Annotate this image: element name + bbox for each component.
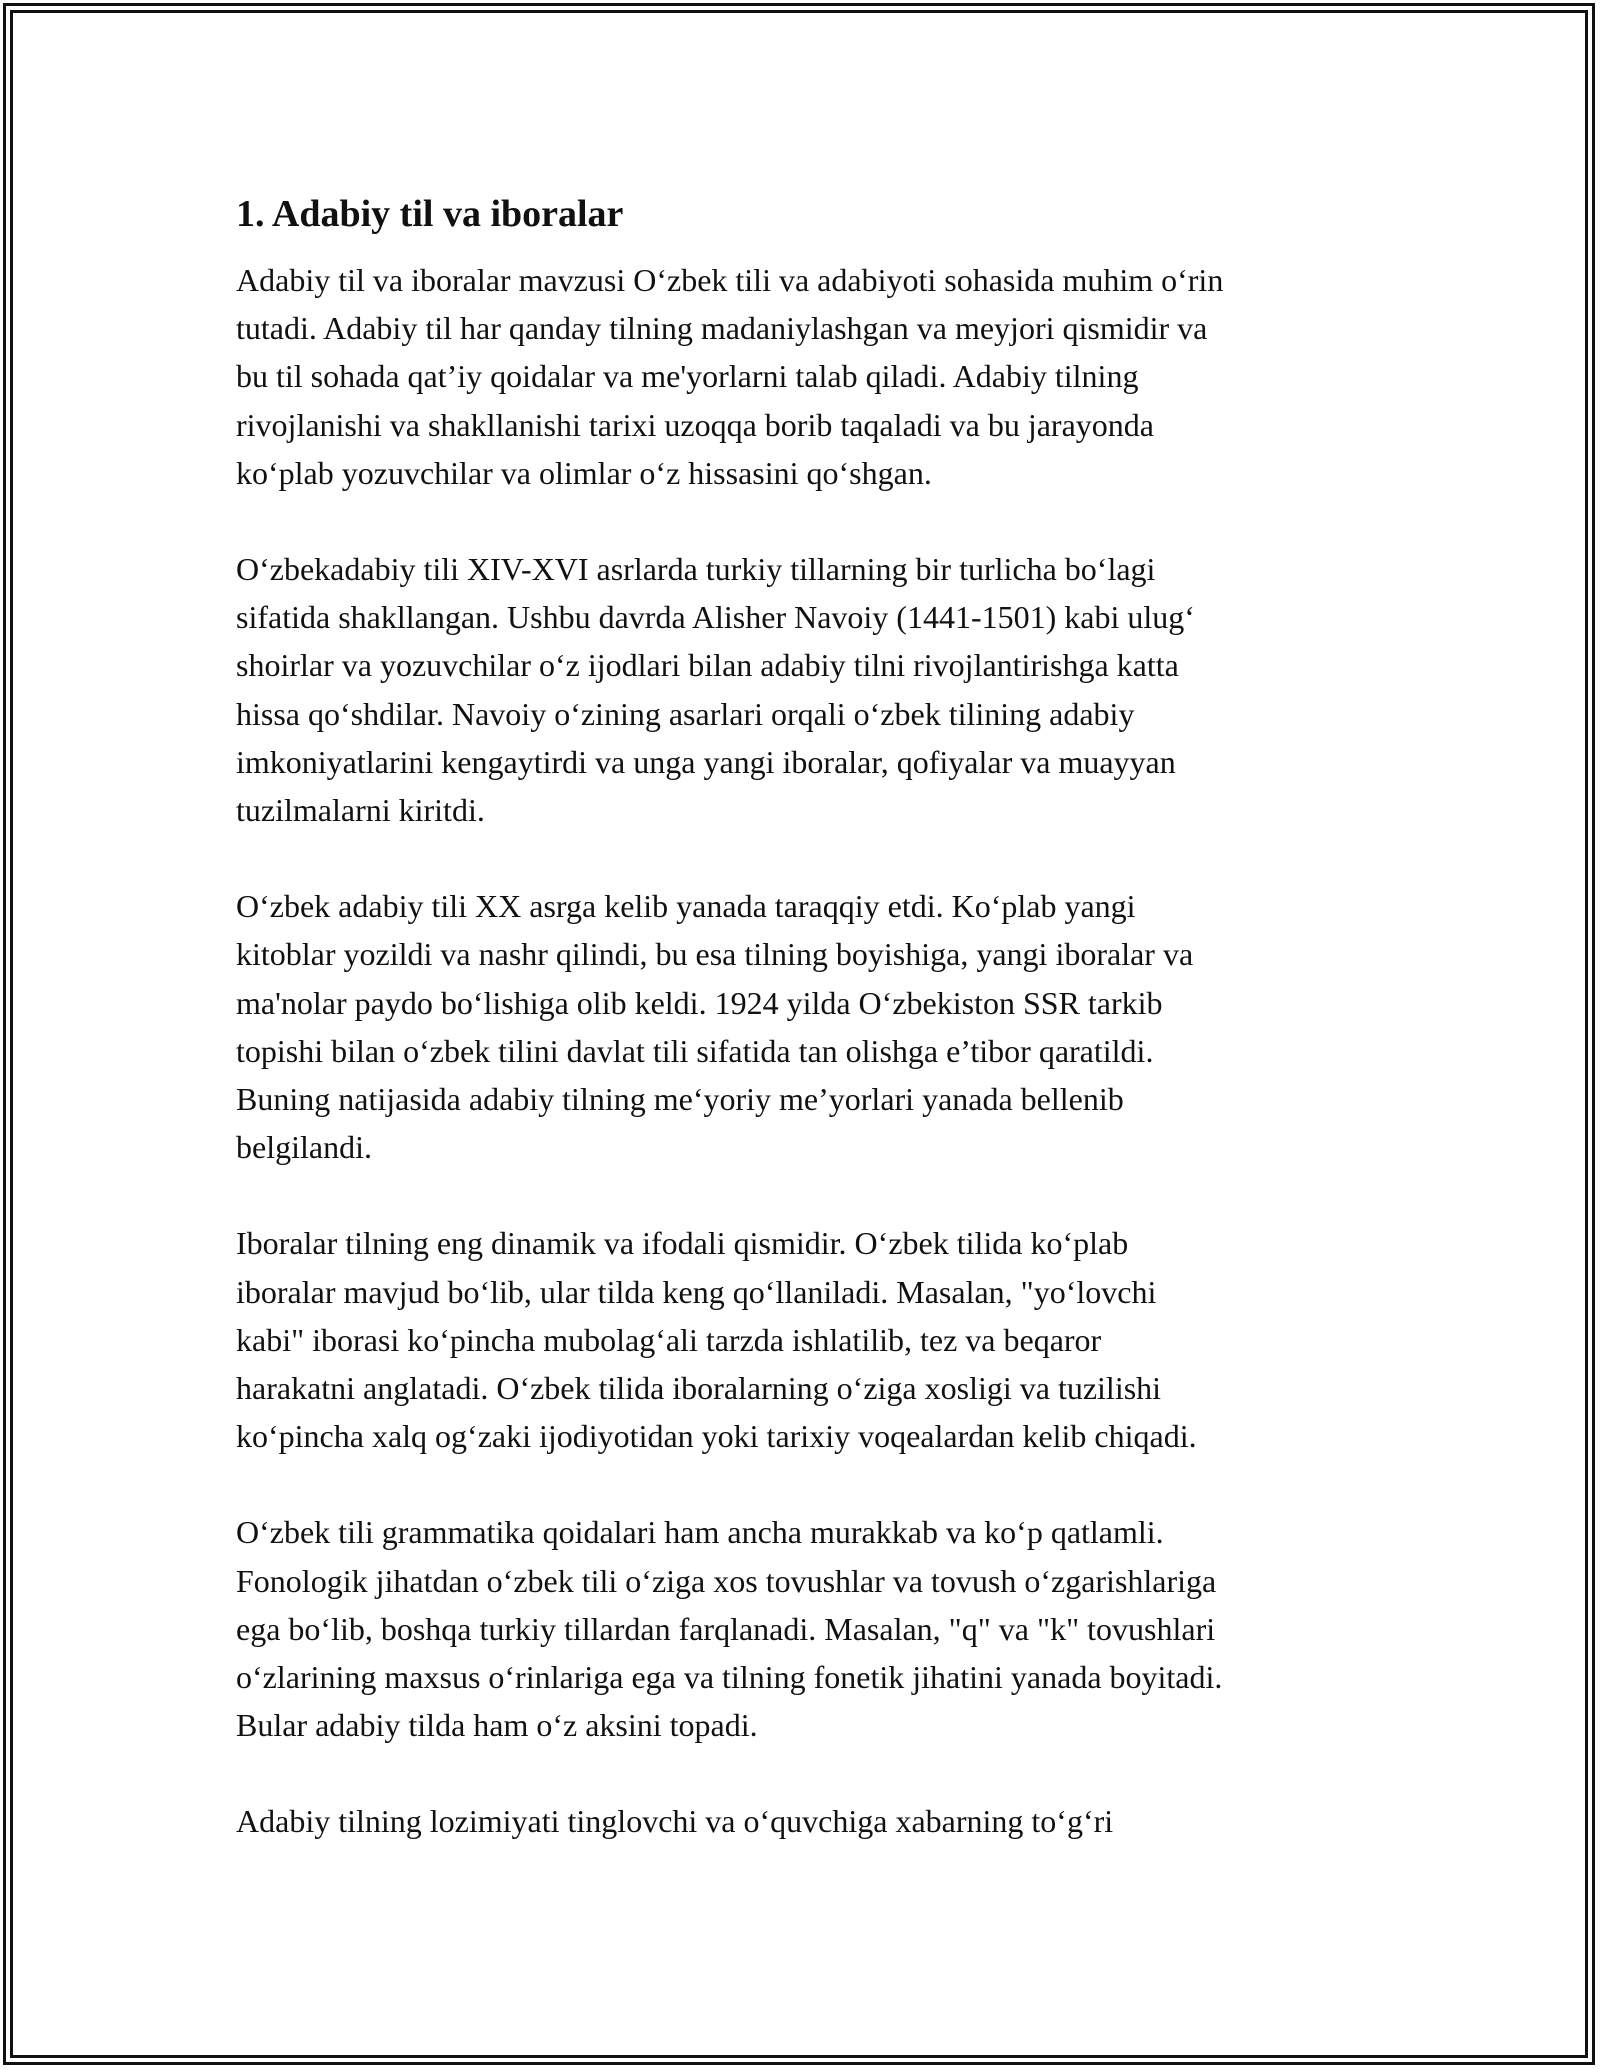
paragraph-3 — [236, 882, 1386, 1171]
text-line: imkoniyatlarini kengaytirdi va unga yangi iboralar, qofiyalar va muayyan — [236, 743, 1176, 780]
text-line: Bular adabiy tilda ham o‘z aksini topadi. — [236, 1707, 758, 1744]
text-line: o‘zlarining maxsus o‘rinlariga ega va tilning fonetik jihatini yanada boyitadi. — [236, 1659, 1223, 1696]
paragraph-6 — [236, 1797, 1386, 1845]
text-line: tutadi. Adabiy til har qanday tilning madaniylashgan va meyjori qismidir va — [236, 310, 1208, 347]
text-line: shoirlar va yozuvchilar o‘z ijodlari bilan adabiy tilni rivojlantirishga katta — [236, 647, 1179, 684]
text-line: rivojlanishi va shakllanishi tarixi uzoqqa borib taqaladi va bu jarayonda — [236, 406, 1154, 443]
text-line: ko‘plab yozuvchilar va olimlar o‘z hissasini qo‘shgan. — [236, 454, 932, 491]
section-heading: 1. Adabiy til va iboralar — [236, 193, 624, 235]
text-line: O‘zbek tili grammatika qoidalari ham ancha murakkab va ko‘p qatlamli. — [236, 1514, 1164, 1551]
text-line: ko‘pincha xalq og‘zaki ijodiyotidan yoki tarixiy voqealardan kelib chiqadi. — [236, 1418, 1197, 1455]
text-line: belgilandi. — [236, 1129, 372, 1166]
text-line: bu til sohada qat’iy qoidalar va me'yorlarni talab qiladi. Adabiy tilning — [236, 358, 1139, 395]
text-line: kitoblar yozildi va nashr qilindi, bu esa tilning boyishiga, yangi iboralar va — [236, 936, 1194, 973]
text-line: O‘zbekadabiy tili XIV-XVI asrlarda turkiy tillarning bir turlicha bo‘lagi — [236, 551, 1156, 588]
paragraph-1 — [236, 256, 1386, 497]
text-line: Iboralar tilning eng dinamik va ifodali qismidir. O‘zbek tilida ko‘plab — [236, 1225, 1129, 1262]
paragraph-4 — [236, 1219, 1386, 1460]
text-line: topishi bilan o‘zbek tilini davlat tili sifatida tan olishga e’tibor qaratildi. — [236, 1032, 1154, 1069]
document-body — [236, 186, 1386, 1894]
text-line: Fonologik jihatdan o‘zbek tili o‘ziga xos tovushlar va tovush o‘zgarishlariga — [236, 1562, 1217, 1599]
text-line: ega bo‘lib, boshqa turkiy tillardan farqlanadi. Masalan, "q" va "k" tovushlari — [236, 1610, 1216, 1647]
paragraph-5 — [236, 1508, 1386, 1749]
text-line: harakatni anglatadi. O‘zbek tilida iboralarning o‘ziga xosligi va tuzilishi — [236, 1370, 1162, 1407]
text-line: hissa qo‘shdilar. Navoiy o‘zining asarlari orqali o‘zbek tilining adabiy — [236, 695, 1135, 732]
text-line: sifatida shakllangan. Ushbu davrda Alisher Navoiy (1441-1501) kabi ulug‘ — [236, 599, 1195, 636]
text-line: Adabiy tilning lozimiyati tinglovchi va o‘quvchiga xabarning to‘g‘ri — [236, 1803, 1114, 1840]
paragraph-2 — [236, 545, 1386, 834]
text-line: O‘zbek adabiy tili XX asrga kelib yanada taraqqiy etdi. Ko‘plab yangi — [236, 888, 1136, 925]
text-line: Adabiy til va iboralar mavzusi O‘zbek tili va adabiyoti sohasida muhim o‘rin — [236, 262, 1224, 298]
text-line: kabi" iborasi ko‘pincha mubolag‘ali tarzda ishlatilib, tez va beqaror — [236, 1321, 1102, 1358]
text-line: ma'nolar paydo bo‘lishiga olib keldi. 1924 yilda O‘zbekiston SSR tarkib — [236, 984, 1163, 1021]
text-line: tuzilmalarni kiritdi. — [236, 792, 485, 829]
text-line: iboralar mavjud bo‘lib, ular tilda keng qo‘llaniladi. Masalan, "yo‘lovchi — [236, 1273, 1157, 1310]
text-line: Buning natijasida adabiy tilning me‘yoriy me’yorlari yanada bellenib — [236, 1081, 1124, 1118]
